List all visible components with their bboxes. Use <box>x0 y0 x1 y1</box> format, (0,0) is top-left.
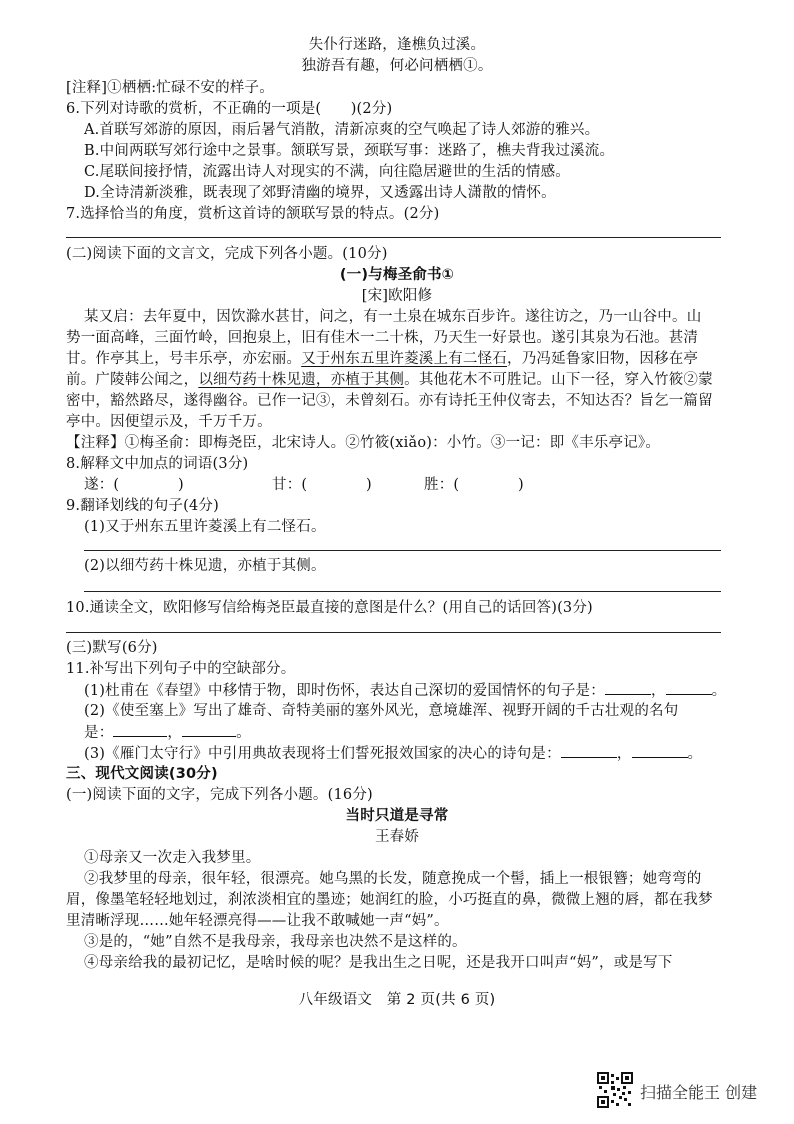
passage-line-3 <box>66 349 698 369</box>
q11-blank-1b[interactable] <box>666 680 712 695</box>
article-author: 王春娇 <box>374 829 420 845</box>
q11-text-3: (3)《雁门太守行》中引用典故表现将士们誓死报效国家的决心的诗句是： <box>84 746 561 762</box>
article-para-2-line-3: 里清晰浮现……她年轻漂亮得——让我不敢喊她一声“妈”。 <box>66 913 449 929</box>
q10-stem: 10.通读全文，欧阳修写信给梅尧臣最直接的意图是什么？(用自己的话回答)(3分) <box>66 600 593 616</box>
passage-author: [宋]欧阳修 <box>361 288 433 304</box>
q8-item-2[interactable] <box>272 475 372 495</box>
passage-text: 亭中。因便望示及，千万千万。 <box>66 414 272 430</box>
q8-word-2: 甘 <box>272 477 287 493</box>
scanner-watermark-label: 扫描全能王 创建 <box>640 1083 758 1102</box>
q6-option-c: C.尾联间接抒情，流露出诗人对现实的不满，向往隐居避世的生活的情感。 <box>84 164 570 180</box>
q8-item-3[interactable] <box>424 475 524 495</box>
q6-option-d: D.全诗清新淡雅，既表现了郊野清幽的境界，又透露出诗人潇散的情怀。 <box>84 185 556 201</box>
passage-note: 【注释】①梅圣俞：即梅尧臣，北宋诗人。②竹筱(xiǎo)：小竹。③一记：即《丰乐亭记》。 <box>66 435 661 451</box>
article-para-4: ④母亲给我的最初记忆，是啥时候的呢？是我出生之日呢，还是我开口叫声“妈”，或是写下 <box>84 955 673 971</box>
q7-stem: 7.选择恰当的角度，赏析这首诗的颔联写景的特点。(2分) <box>66 206 440 222</box>
passage-text: ，乃冯延鲁家旧物，因移在亭 <box>507 351 699 367</box>
q9-stem: 9.翻译划线的句子(4分) <box>66 498 219 514</box>
q11-blank-1a[interactable] <box>605 680 651 695</box>
q11-blank-3b[interactable] <box>632 743 688 758</box>
poem-note: [注释]①栖栖:忙碌不安的样子。 <box>66 80 274 96</box>
q11-blank-2b[interactable] <box>182 722 236 737</box>
q9-sentence-2: (2)以细芍药十株见遗，亦植于其侧。 <box>84 558 326 574</box>
passage-line-4 <box>66 370 713 390</box>
article-para-1: ①母亲又一次走入我梦里。 <box>84 850 261 866</box>
q8-answer-2[interactable]: ：( ) <box>286 477 372 493</box>
q8-answer-1[interactable]: ：( ) <box>98 477 184 493</box>
q9-answer-line-1[interactable] <box>84 550 721 551</box>
article-para-2-line-1: ②我梦里的母亲，很年轻，很漂亮。她乌黑的长发，随意挽成一个髻，插上一根银簪；她弯弯的 <box>84 871 702 887</box>
q11-text-2b: 是： <box>84 725 114 741</box>
passage-line-6 <box>66 412 272 432</box>
passage-text: 密中，豁然路尽，遂得幽谷。已作一记③，未曾刻石。亦有诗托王仲仪寄去，不知达否？旨乞一篇留 <box>66 393 713 409</box>
q11-item-2-cont: 是： ， 。 <box>84 722 251 743</box>
section3-head: (三)默写(6分) <box>66 640 158 656</box>
q11-item-1: (1)杜甫在《春望》中移情于物，即时伤怀，表达自己深切的爱国情怀的句子是： ， 。 <box>84 680 726 701</box>
part3-head: 三、现代文阅读(30分) <box>66 766 218 782</box>
passage-text: 甘。作亭其上，号丰乐亭，亦宏丽。 <box>66 351 302 367</box>
q8-answer-3[interactable]: ：( ) <box>438 477 524 493</box>
q11-item-2 <box>84 701 678 721</box>
article-para-3: ③是的，“她”自然不是我母亲，我母亲也决然不是这样的。 <box>84 934 467 950</box>
page-footer: 八年级语文 第 2 页(共 6 页) <box>298 992 496 1008</box>
q11-blank-2a[interactable] <box>113 722 167 737</box>
q11-item-3: (3)《雁门太守行》中引用典故表现将士们誓死报效国家的决心的诗句是： ， 。 <box>84 743 702 764</box>
q8-stem: 8.解释文中加点的词语(3分) <box>66 456 249 472</box>
q8-word-1: 遂 <box>84 477 99 493</box>
passage-line-5 <box>66 391 713 411</box>
passage-text: 前。广陵韩公闻之， <box>66 372 199 388</box>
passage-title: (一)与梅圣俞书① <box>339 267 455 283</box>
underlined-sentence-2: 以细芍药十株见遗，亦植于其侧 <box>198 372 405 388</box>
poem-line-1: 失仆行迷路，逢樵负过溪。 <box>308 37 486 53</box>
article-para-2-line-2: 眉，像墨笔轻轻地划过，刹浓淡相宜的墨迹；她润红的脸，小巧挺直的鼻，微微上翘的唇，都在我梦 <box>66 892 713 908</box>
q11-blank-3a[interactable] <box>561 743 617 758</box>
q6-option-b: B.中间两联写郊行途中之景事。颔联写景，颈联写事：迷路了，樵夫背我过溪流。 <box>84 143 615 159</box>
article-title: 当时只道是寻常 <box>345 808 449 824</box>
underlined-sentence-1: 又于州东五里许菱溪上有二怪石 <box>301 351 508 367</box>
q9-answer-line-2[interactable] <box>84 591 721 592</box>
q10-answer-line[interactable] <box>66 632 721 633</box>
qr-code-icon <box>597 1072 633 1108</box>
q6-option-a: A.首联写郊游的原因，雨后暑气消散，清新凉爽的空气唤起了诗人郊游的雅兴。 <box>84 122 600 138</box>
q8-item-1[interactable] <box>84 475 184 495</box>
q7-answer-line[interactable] <box>66 237 721 238</box>
passage-text: 。其他花木不可胜记。山下一径，穿入竹筱②蒙 <box>404 372 713 388</box>
part3-intro: (一)阅读下面的文字，完成下列各小题。(16分) <box>66 787 373 803</box>
q11-text-2: (2)《使至塞上》写出了雄奇、奇特美丽的塞外风光，意境雄浑、视野开阔的千古壮观的名句 <box>84 703 679 719</box>
q8-word-3: 胜 <box>424 477 439 493</box>
q6-stem: 6.下列对诗歌的赏析，不正确的一项是( )(2分) <box>66 101 393 117</box>
poem-line-2: 独游吾有趣，何必问栖栖①。 <box>301 58 493 74</box>
passage-line-2 <box>66 328 698 348</box>
q9-sentence-1: (1)又于州东五里许菱溪上有二怪石。 <box>84 519 326 535</box>
q11-text-1: (1)杜甫在《春望》中移情于物，即时伤怀，表达自己深切的爱国情怀的句子是： <box>84 683 605 699</box>
q11-stem: 11.补写出下列句子中的空缺部分。 <box>66 661 296 677</box>
passage-text: 势一面高峰，三面竹岭，回抱泉上，旧有佳木一二十株，乃天生一好景也。遂引其泉为石池。甚清 <box>66 330 699 346</box>
section2-intro: (二)阅读下面的文言文，完成下列各小题。(10分) <box>66 246 388 262</box>
passage-text: 某又启：去年夏中，因饮滁水甚甘，问之，有一土泉在城东百步许。遂往访之，乃一山谷中。山 <box>84 309 702 325</box>
passage-line-1 <box>84 307 701 327</box>
